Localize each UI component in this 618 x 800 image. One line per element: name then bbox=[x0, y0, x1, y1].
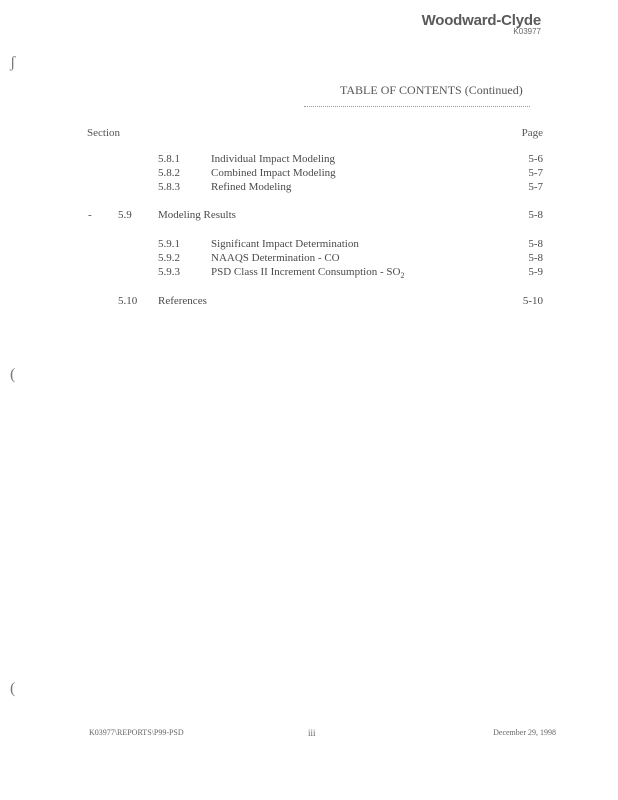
footer-page-number: iii bbox=[308, 728, 316, 738]
toc-entry-page: 5-8 bbox=[528, 209, 543, 221]
margin-mark-icon: ( bbox=[10, 680, 16, 697]
toc-entry[interactable] bbox=[0, 266, 618, 280]
toc-entry[interactable] bbox=[0, 181, 618, 195]
toc-entry-page: 5-10 bbox=[522, 295, 543, 307]
toc-entry-number: 5.9.1 bbox=[158, 238, 180, 250]
toc-entry-page: 5-7 bbox=[528, 167, 543, 179]
toc-entry-number: 5.10 bbox=[118, 295, 138, 307]
toc-entry-number: 5.9.3 bbox=[158, 266, 180, 278]
section-column-header: Section bbox=[87, 127, 120, 139]
toc-title: TABLE OF CONTENTS (Continued) bbox=[340, 83, 523, 97]
toc-entry[interactable] bbox=[0, 238, 618, 252]
toc-entry-title bbox=[211, 266, 404, 280]
company-logo: Woodward-Clyde bbox=[421, 12, 541, 29]
toc-entry-number: 5.8.2 bbox=[158, 167, 180, 179]
toc-entry-title: Individual Impact Modeling bbox=[211, 153, 336, 165]
toc-entry-page: 5-7 bbox=[528, 181, 543, 193]
page-column-header: Page bbox=[521, 127, 543, 139]
toc-entry-title: Combined Impact Modeling bbox=[211, 167, 336, 179]
toc-entry-number: 5.9 bbox=[118, 209, 132, 221]
toc-entry[interactable] bbox=[0, 209, 618, 223]
title-divider bbox=[304, 106, 530, 107]
toc-entry-title: Significant Impact Determination bbox=[211, 238, 359, 250]
toc-entry-number: 5.8.1 bbox=[158, 153, 180, 165]
toc-entry-title: Modeling Results bbox=[158, 209, 236, 221]
footer-date: December 29, 1998 bbox=[493, 728, 556, 737]
subscript: 2 bbox=[400, 271, 405, 281]
margin-mark-icon: ʃ bbox=[10, 54, 16, 71]
document-number: K03977 bbox=[513, 27, 541, 36]
footer-file-path: K03977\REPORTS\P99-PSD bbox=[89, 728, 184, 737]
toc-entry-number: 5.9.2 bbox=[158, 252, 180, 264]
toc-entry-marker: - bbox=[88, 209, 92, 221]
toc-entry[interactable] bbox=[0, 252, 618, 266]
toc-entry-title: Refined Modeling bbox=[211, 181, 292, 193]
toc-entry-page: 5-9 bbox=[528, 266, 543, 278]
toc-entry-title-text: PSD Class II Increment Consumption - SO bbox=[211, 266, 401, 278]
toc-entry-page: 5-8 bbox=[528, 252, 543, 264]
toc-entry[interactable] bbox=[0, 153, 618, 167]
toc-entry-title: NAAQS Determination - CO bbox=[211, 252, 340, 264]
toc-entry[interactable] bbox=[0, 295, 618, 309]
margin-mark-icon: ( bbox=[10, 366, 16, 383]
toc-entry[interactable] bbox=[0, 167, 618, 181]
toc-entry-number: 5.8.3 bbox=[158, 181, 180, 193]
toc-entry-page: 5-6 bbox=[528, 153, 543, 165]
toc-entry-title: References bbox=[158, 295, 207, 307]
toc-entry-page: 5-8 bbox=[528, 238, 543, 250]
